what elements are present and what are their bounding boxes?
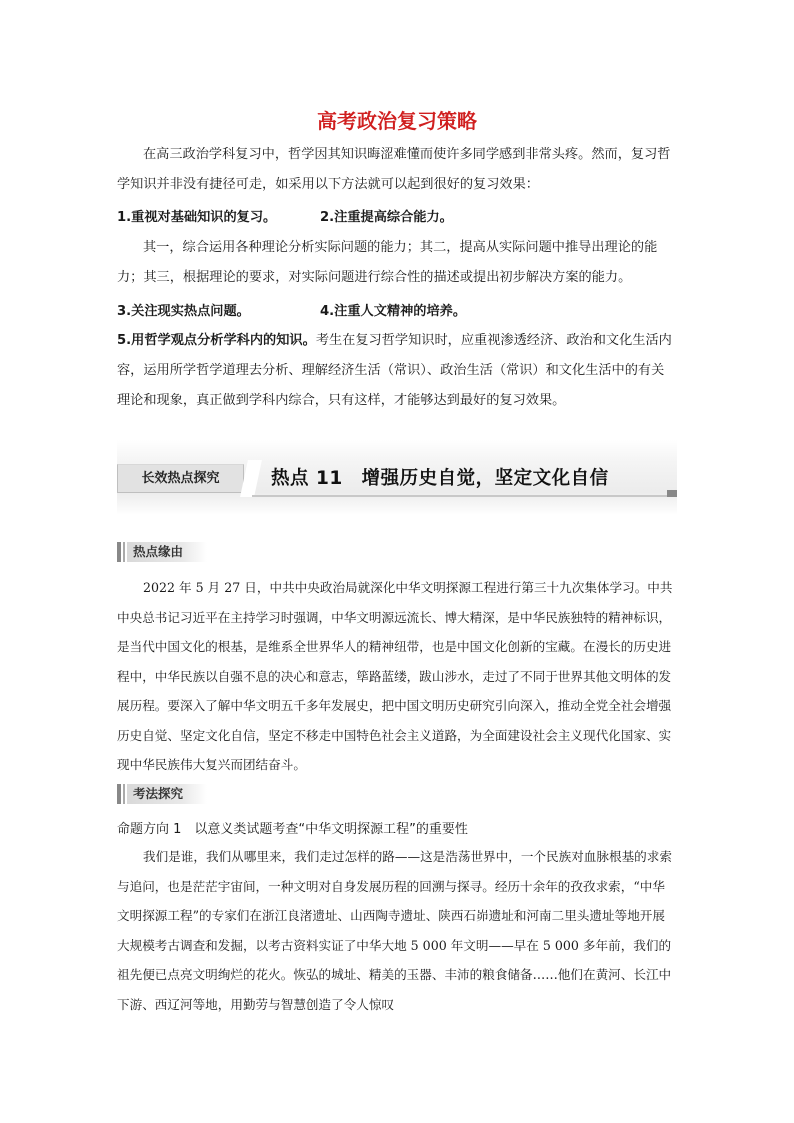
reason-paragraph: 2022 年 5 月 27 日，中共中央政治局就深化中华文明探源工程进行第三十九次集体学习。中共中央总书记习近平在主持学习时强调，中华文明源远流长、博大精深，是中华民族独特的精神标识，是当代中国文化的根基，是维系全世界华人的精神纽带，也是中国文化创新的宝藏。在漫长的历史进程中，中华民族以自强不息的决心和意志，筚路蓝缕，跋山涉水，走过了不同于世界其他文明体的发展历程。要深入了解中华文明五千多年发展史，把中国文明历史研究引向深入，推动全党全社会增强历史自觉、坚定文化自信，坚定不移走中国特色社会主义道路，为全面建设社会主义现代化国家、实现中华民族伟大复兴而团结奋斗。 <box>117 580 673 772</box>
tip-3: 3.关注现实热点问题。 <box>117 304 250 319</box>
section-bar <box>117 784 121 804</box>
tips-row-2 <box>117 300 467 319</box>
section-bar-thin <box>123 784 125 804</box>
tips-row-1 <box>117 206 453 225</box>
section-label: 考法探究 <box>127 784 207 804</box>
banner-tab: 长效热点探究 <box>117 464 244 493</box>
section-header-exam <box>117 782 207 806</box>
tip-5-heading: 5.用哲学观点分析学科内的知识。 <box>117 333 316 348</box>
tip-5-text: 考生在复习哲学知识时，应重视渗透经济、政治和文化生活内容，运用所学哲学道理去分析、理解经济生活（常识）、政治生活（常识）和文化生活中的有关理论和现象，真正做到学科内综合，只有这样，才能够达到最好的复习效果。 <box>117 333 672 408</box>
intro-paragraph: 在高三政治学科复习中，哲学因其知识晦涩难懂而使许多同学感到非常头疼。然而，复习哲学知识并非没有捷径可走，如采用以下方法就可以起到很好的复习效果： <box>117 147 671 192</box>
topic-banner <box>117 440 677 515</box>
banner-title: 热点 11 增强历史自觉，坚定文化自信 <box>271 468 609 489</box>
tip-2: 2.注重提高综合能力。 <box>320 210 453 225</box>
page-title: 高考政治复习策略 <box>317 109 477 133</box>
banner-underline <box>252 495 667 497</box>
section-label: 热点缘由 <box>127 542 207 562</box>
tip-4: 4.注重人文精神的培养。 <box>320 304 467 319</box>
tip-5-paragraph <box>117 326 677 416</box>
exam-paragraph: 我们是谁，我们从哪里来，我们走过怎样的路——这是浩荡世界中，一个民族对血脉根基的求索与追问，也是茫茫宇宙间，一种文明对自身发展历程的回溯与探寻。经历十余年的孜孜求索，“中华文明探源工程”的专家们在浙江良渚遗址、山西陶寺遗址、陕西石峁遗址和河南二里头遗址等地开展大规模考古调查和发掘，以考古资料实证了中华大地 5 000 年文明——早在 5 000 多年前，我们的祖先便已点亮文明绚烂的花火。恢弘的城址、精美的玉器、丰沛的粮食储备……他们在黄河、长江中下游、西辽河等地，用勤劳与智慧创造了令人惊叹 <box>117 849 672 1012</box>
tip-2-detail: 其一，综合运用各种理论分析实际问题的能力；其二，提高从实际问题中推导出理论的能力；其三，根据理论的要求，对实际问题进行综合性的描述或提出初步解决方案的能力。 <box>117 240 658 285</box>
question-direction: 命题方向 1 以意义类试题考查“中华文明探源工程”的重要性 <box>117 822 468 837</box>
section-header-reason <box>117 540 207 564</box>
section-bar-thin <box>123 542 125 562</box>
tip-1: 1.重视对基础知识的复习。 <box>117 210 277 225</box>
banner-corner-mark <box>667 490 677 497</box>
section-bar <box>117 542 121 562</box>
